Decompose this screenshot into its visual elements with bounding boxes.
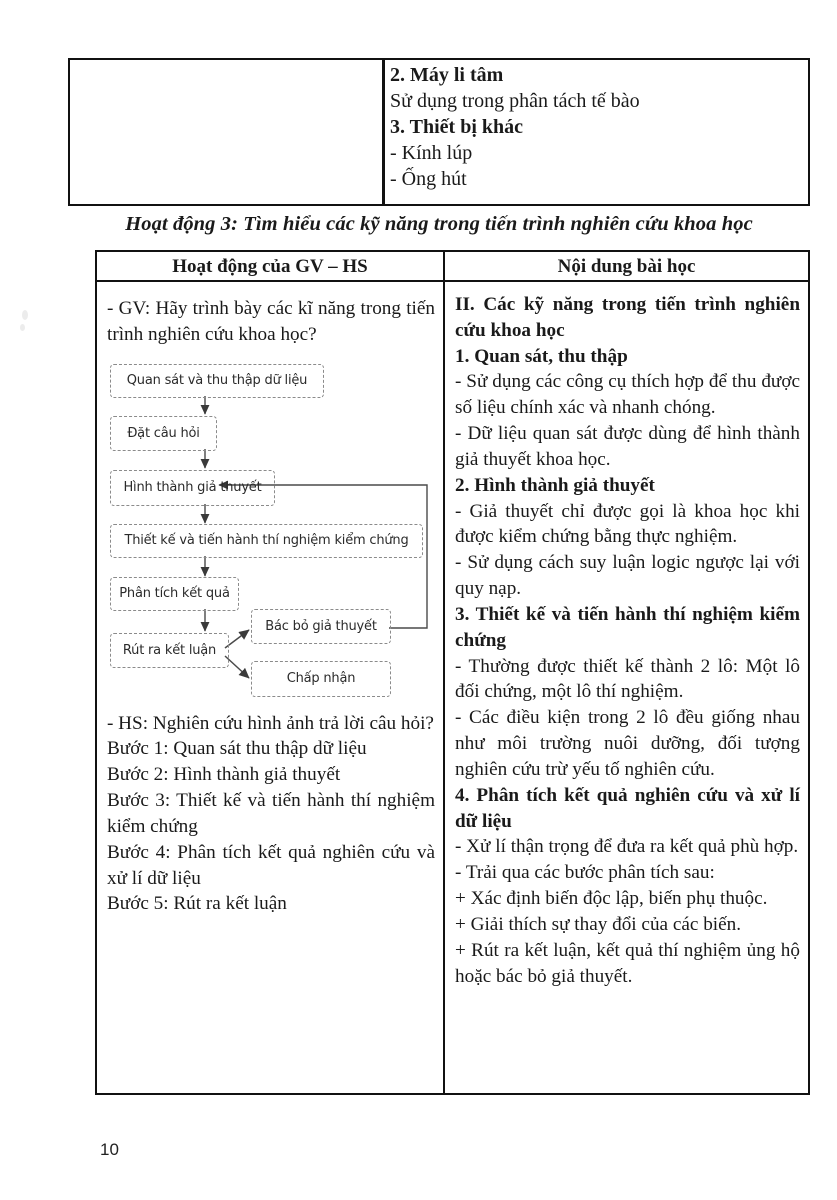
lesson-content-column — [445, 282, 808, 1093]
equipment-table-right-cell — [390, 62, 802, 204]
equipment-table — [68, 58, 810, 206]
table-header-activities: Hoạt động của GV – HS — [172, 256, 368, 277]
student-answer-line: Bước 5: Rút ra kết luận — [107, 893, 287, 915]
equipment-line: Sử dụng trong phân tách tế bào — [390, 90, 640, 112]
student-answer-line: Bước 4: Phân tích kết quả nghiên cứu và xử lí dữ liệu — [107, 841, 435, 889]
activity-heading: Hoạt động 3: Tìm hiểu các kỹ năng trong tiến trình nghiên cứu khoa học — [125, 213, 753, 235]
equipment-line: - Ống hút — [390, 168, 467, 190]
student-answer-line: Bước 1: Quan sát thu thập dữ liệu — [107, 738, 367, 760]
flowchart-node-question: Đặt câu hỏi — [110, 416, 217, 451]
teacher-question: - GV: Hãy trình bày các kĩ năng trong tiến trình nghiên cứu khoa học? — [107, 298, 435, 345]
page-number: 10 — [100, 1140, 119, 1159]
content-block: 3. Thiết kế và tiến hành thí nghiệm kiểm chứng — [455, 603, 800, 651]
content-block: 1. Quan sát, thu thập — [455, 345, 628, 367]
content-block: + Rút ra kết luận, kết quả thí nghiệm ủng hộ hoặc bác bỏ giả thuyết. — [455, 939, 800, 987]
student-answer-line: - HS: Nghiên cứu hình ảnh trả lời câu hỏi? — [107, 712, 434, 734]
equipment-line: - Kính lúp — [390, 142, 473, 164]
content-block: 2. Hình thành giả thuyết — [455, 474, 655, 496]
content-block: - Các điều kiện trong 2 lô đều giống nhau như môi trường nuôi dưỡng, đối tượng nghiên cứu trừ yếu tố nghiên cứu. — [455, 707, 800, 780]
content-block: - Xử lí thận trọng để đưa ra kết quả phù hợp. — [455, 836, 799, 858]
content-block: 4. Phân tích kết quả nghiên cứu và xử lí dữ liệu — [455, 784, 800, 832]
flowchart-node-accept: Chấp nhận — [251, 661, 391, 697]
research-process-flowchart — [97, 356, 443, 711]
content-block: - Sử dụng cách suy luận logic ngược lại với quy nạp. — [455, 552, 800, 600]
flowchart-node-experiment: Thiết kế và tiến hành thí nghiệm kiểm chứng — [110, 524, 423, 558]
table-column-divider — [382, 60, 385, 204]
content-block: II. Các kỹ năng trong tiến trình nghiên cứu khoa học — [455, 294, 800, 341]
student-answer-line: Bước 2: Hình thành giả thuyết — [107, 764, 341, 786]
activities-column — [97, 282, 443, 1093]
content-block: - Dữ liệu quan sát được dùng để hình thành giả thuyết khoa học. — [455, 423, 800, 470]
content-block: + Xác định biến độc lập, biến phụ thuộc. — [455, 888, 768, 910]
flowchart-node-hypothesis: Hình thành giả thuyết — [110, 470, 275, 506]
scan-artifact — [22, 310, 28, 320]
content-block: - Sử dụng các công cụ thích hợp để thu được số liệu chính xác và nhanh chóng. — [455, 371, 800, 419]
content-block: - Giả thuyết chỉ được gọi là khoa học khi được kiểm chứng bằng thực nghiệm. — [455, 500, 800, 548]
scan-artifact — [20, 324, 25, 331]
table-header-content: Nội dung bài học — [557, 256, 696, 277]
content-block: + Giải thích sự thay đổi của các biến. — [455, 913, 742, 935]
content-block: - Trải qua các bước phân tích sau: — [455, 862, 715, 884]
flowchart-node-observe: Quan sát và thu thập dữ liệu — [110, 364, 324, 398]
lesson-table — [95, 250, 810, 1095]
flowchart-node-conclude: Rút ra kết luận — [110, 633, 229, 668]
flowchart-node-analyze: Phân tích kết quả — [110, 577, 239, 611]
equipment-line: 3. Thiết bị khác — [390, 116, 523, 138]
student-answer-line: Bước 3: Thiết kế và tiến hành thí nghiệm kiểm chứng — [107, 790, 435, 837]
flowchart-node-reject: Bác bỏ giả thuyết — [251, 609, 391, 644]
equipment-line: 2. Máy li tâm — [390, 64, 504, 86]
content-block: - Thường được thiết kế thành 2 lô: Một lô đối chứng, một lô thí nghiệm. — [455, 655, 800, 703]
